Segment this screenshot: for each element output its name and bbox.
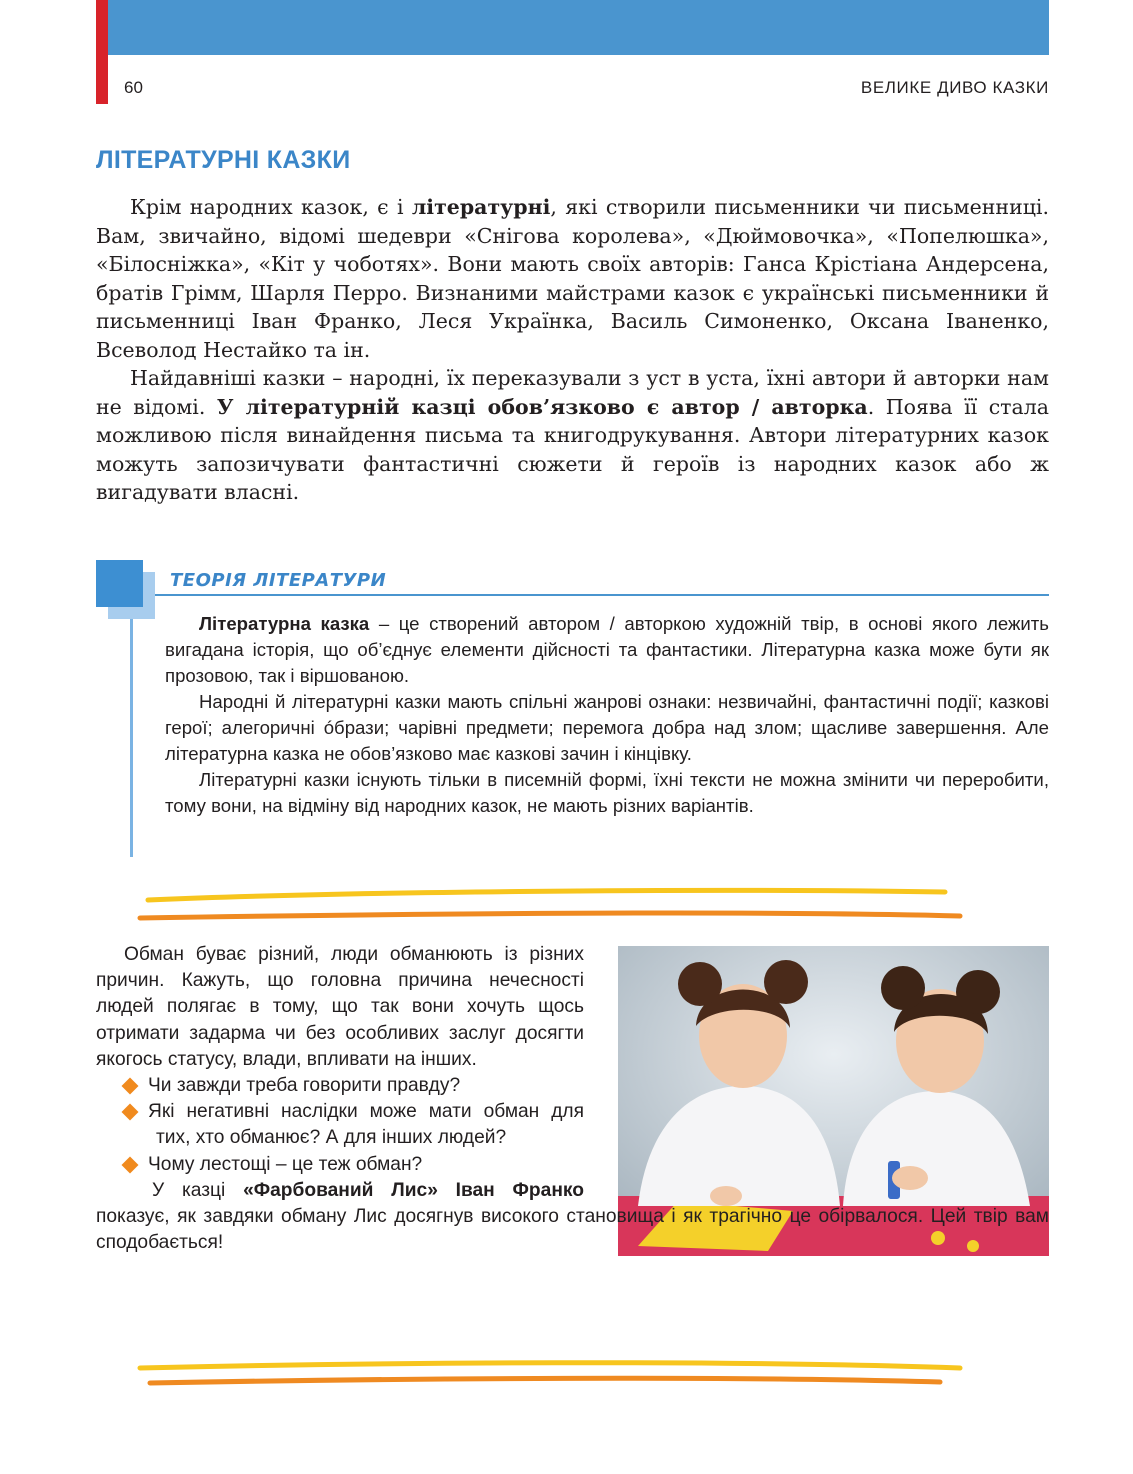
list-item — [96, 1152, 584, 1178]
intro-paragraph-2 — [96, 364, 1049, 507]
header-blue-bar — [108, 0, 1049, 55]
discussion-section — [96, 942, 1049, 1256]
intro-text — [96, 193, 1049, 507]
question-text: Чи завжди треба говорити правду? — [148, 1075, 461, 1097]
text-run: – це створений автором / авторкою художній твір, в основі якого лежить вигадана історія, що об’єднує елементи дійсності та фантастики. Літературна казка може бути як прозовою, так і віршованою. — [165, 613, 1049, 686]
theory-box-text — [165, 611, 1049, 819]
text-run: , які створили письменники чи письменниці. Вам, звичайно, відомі шедеври «Снігова королева», «Дюймовочка», «Попелюшка», «Білосніжка», «Кіт у чоботях». Вони мають своїх авторів: Ганса Крістіана Андерсена, братів Грімм, Шарля Перро. Визнаними майстрами казок є українські письменники й письменниці Іван Франко, Леся Українка, Василь Симоненко, Оксана Іваненко, Всеволод Нестайко та ін. — [96, 195, 1049, 362]
author-name: Іван Франко — [455, 1179, 584, 1201]
term-bold: літературні — [411, 195, 551, 219]
discussion-closing — [96, 1178, 1049, 1257]
decorative-brush-strokes-top — [130, 880, 970, 930]
text-run: . Поява її стала можливою після винайдення письма та книгодрукування. Автори літературних казок можуть запозичувати фантастичні сюжети й героїв із народних казок або ж вигадувати власні. — [96, 394, 1049, 504]
text-run: Крім народних казок, є і — [130, 195, 412, 219]
theory-paragraph-1 — [165, 611, 1049, 689]
theory-title: ТЕОРІЯ ЛІТЕРАТУРИ — [170, 570, 387, 591]
orange-diamond-bullet-icon — [122, 1104, 139, 1121]
theory-square-icon — [96, 560, 143, 607]
text-run: Найдавніші казки – народні, їх переказували з уст в уста, їхні автори й авторки нам не відомі. — [96, 366, 1049, 419]
running-title: ВЕЛИКЕ ДИВО КАЗКИ — [860, 78, 1049, 97]
header-red-bar — [96, 0, 108, 104]
theory-paragraph-3: Літературні казки існують тільки в писемній формі, їхні тексти не можна змінити чи переробити, тому вони, на відміну від народних казок, не мають різних варіантів. — [165, 769, 1049, 816]
page-number: 60 — [124, 78, 143, 97]
text-run: показує, як завдяки обману Лис досягнув високого становища і як трагічно це обірвалося. Цей твір вам сподобається! — [96, 1206, 1049, 1254]
orange-diamond-bullet-icon — [122, 1078, 139, 1095]
question-list — [96, 1073, 584, 1178]
quote-mark: « — [243, 1179, 254, 1201]
question-text: Чому лестощі – це теж обман? — [148, 1153, 423, 1175]
discussion-intro: Обман буває різний, люди обманюють із різних причин. Кажуть, що головна причина нечесності людей полягає в тому, що так вони хочуть щось отримати задарма чи без особливих заслуг досягти якогось статусу, влади, впливати на інших. — [96, 944, 584, 1070]
decorative-brush-strokes-bottom — [130, 1356, 970, 1390]
key-statement-bold: У літературній казці обов’язково є автор / авторка — [216, 394, 868, 419]
definition-term: Літературна казка — [199, 613, 370, 634]
list-item — [96, 1099, 584, 1151]
theory-paragraph-2: Народні й літературні казки мають спільні жанрові ознаки: незвичайні, фантастичні події; казкові герої; алегоричні óбрази; чарівні предмети; перемога добра над злом; щасливе завершення. Але літературна казка не обов’язково має казкові зачин і кінцівку. — [165, 691, 1049, 764]
intro-paragraph-1 — [96, 193, 1049, 364]
orange-diamond-bullet-icon — [122, 1156, 139, 1173]
theory-side-line — [130, 619, 133, 857]
list-item — [96, 1073, 584, 1099]
text-run: У казці — [152, 1179, 244, 1201]
quote-mark: » — [427, 1179, 438, 1201]
closing-first-line — [124, 1178, 584, 1204]
section-title: ЛІТЕРАТУРНІ КАЗКИ — [96, 146, 351, 174]
story-title: Фарбований Лис — [253, 1179, 428, 1201]
question-text: Які негативні наслідки може мати обман для тих, хто обманює? А для інших людей? — [148, 1101, 584, 1149]
theory-underline — [155, 594, 1049, 596]
